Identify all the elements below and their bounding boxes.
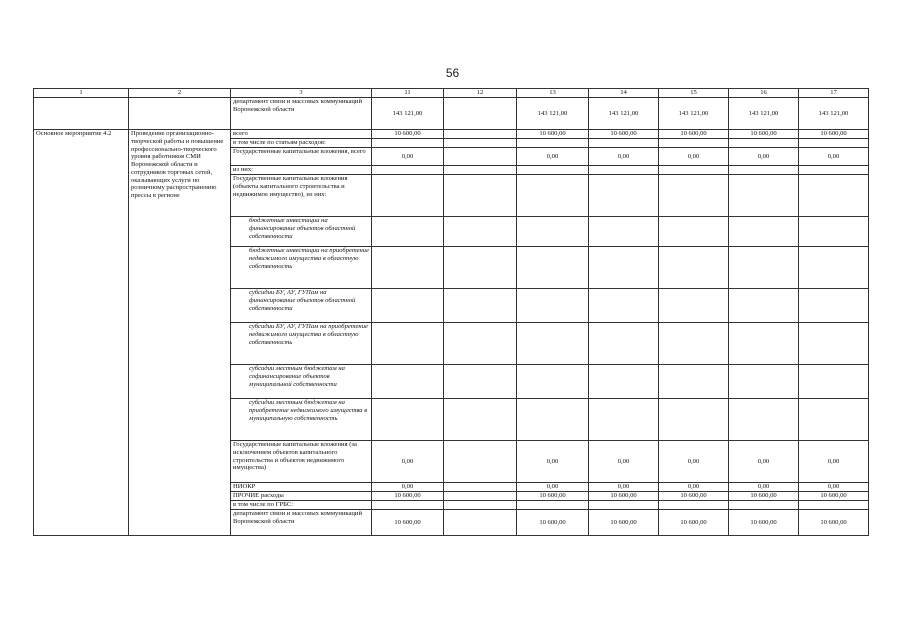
value-cell: 0,00: [799, 483, 869, 492]
value-cell: [589, 501, 659, 510]
value-cell: [659, 217, 729, 247]
row-label: бюджетные инвестиции на финансирование объектов областной собственности: [231, 217, 372, 247]
activity-code: Основное мероприятие 4.2: [34, 130, 129, 536]
value-cell: 0,00: [799, 441, 869, 483]
value-cell: 0,00: [729, 441, 799, 483]
value-cell: [444, 98, 517, 130]
value-cell: [517, 139, 589, 148]
budget-table: [33, 88, 869, 536]
row-label: департамент связи и массовых коммуникаций Воронежской области: [231, 98, 372, 130]
value-cell: 10 600,00: [517, 130, 589, 139]
value-cell: [659, 323, 729, 365]
value-cell: [444, 399, 517, 441]
value-cell: [517, 217, 589, 247]
value-cell: 0,00: [799, 148, 869, 166]
value-cell: [799, 289, 869, 323]
value-cell: 10 600,00: [372, 510, 444, 536]
value-cell: [589, 289, 659, 323]
value-cell: 0,00: [659, 483, 729, 492]
value-cell: [729, 399, 799, 441]
value-cell: 10 600,00: [372, 492, 444, 501]
value-cell: 10 600,00: [517, 510, 589, 536]
table-row: [34, 130, 869, 139]
value-cell: 0,00: [729, 483, 799, 492]
value-cell: [444, 130, 517, 139]
value-cell: [444, 289, 517, 323]
value-cell: [517, 247, 589, 289]
column-header: 11: [372, 89, 444, 98]
header-row: [34, 89, 869, 98]
value-cell: [799, 139, 869, 148]
value-cell: 143 121,00: [372, 98, 444, 130]
value-cell: 10 600,00: [799, 510, 869, 536]
empty-cell: [34, 98, 129, 130]
value-cell: 143 121,00: [729, 98, 799, 130]
column-header: 3: [231, 89, 372, 98]
value-cell: [444, 148, 517, 166]
value-cell: [659, 365, 729, 399]
value-cell: 0,00: [372, 441, 444, 483]
value-cell: [729, 217, 799, 247]
value-cell: 10 600,00: [589, 510, 659, 536]
value-cell: [444, 483, 517, 492]
value-cell: 10 600,00: [729, 130, 799, 139]
row-label: из них:: [231, 166, 372, 175]
value-cell: 0,00: [372, 483, 444, 492]
value-cell: [659, 501, 729, 510]
activity-description: Проведение организационно-творческой работы и повышение профессионально-творческого уровня работников СМИ Воронежской области и сотрудников торговых сетей, оказывающих услуги по розничному распространению прессы в регионе: [129, 130, 231, 536]
value-cell: 10 600,00: [659, 492, 729, 501]
value-cell: [444, 323, 517, 365]
value-cell: 10 600,00: [659, 510, 729, 536]
value-cell: [659, 399, 729, 441]
value-cell: [799, 399, 869, 441]
value-cell: [444, 365, 517, 399]
value-cell: [444, 510, 517, 536]
value-cell: 10 600,00: [729, 492, 799, 501]
value-cell: [372, 139, 444, 148]
row-label: департамент связи и массовых коммуникаций Воронежской области: [231, 510, 372, 536]
value-cell: [659, 289, 729, 323]
row-label: бюджетные инвестиции на приобретение недвижимого имущества в областную собственность: [231, 247, 372, 289]
row-label: субсидии БУ, АУ, ГУПам на приобретение недвижимого имущества в областную собственность: [231, 323, 372, 365]
value-cell: [444, 247, 517, 289]
value-cell: [372, 166, 444, 175]
column-header: 1: [34, 89, 129, 98]
value-cell: 10 600,00: [799, 492, 869, 501]
value-cell: [444, 139, 517, 148]
value-cell: [444, 175, 517, 217]
value-cell: 0,00: [729, 148, 799, 166]
value-cell: 0,00: [589, 441, 659, 483]
value-cell: [659, 175, 729, 217]
value-cell: [444, 501, 517, 510]
value-cell: [659, 166, 729, 175]
value-cell: [517, 166, 589, 175]
value-cell: [372, 217, 444, 247]
row-label: ПРОЧИЕ расходы: [231, 492, 372, 501]
value-cell: 143 121,00: [659, 98, 729, 130]
value-cell: 0,00: [517, 483, 589, 492]
value-cell: [589, 247, 659, 289]
value-cell: [729, 501, 799, 510]
value-cell: [372, 247, 444, 289]
empty-cell: [129, 98, 231, 130]
value-cell: [372, 501, 444, 510]
value-cell: 10 600,00: [372, 130, 444, 139]
column-header: 17: [799, 89, 869, 98]
column-header: 15: [659, 89, 729, 98]
value-cell: 10 600,00: [799, 130, 869, 139]
value-cell: [729, 166, 799, 175]
value-cell: 143 121,00: [517, 98, 589, 130]
value-cell: [659, 247, 729, 289]
table-row: [34, 98, 869, 130]
column-header: 16: [729, 89, 799, 98]
value-cell: 10 600,00: [517, 492, 589, 501]
value-cell: [517, 289, 589, 323]
value-cell: 0,00: [589, 483, 659, 492]
value-cell: [659, 139, 729, 148]
value-cell: [799, 365, 869, 399]
value-cell: [589, 175, 659, 217]
value-cell: [799, 175, 869, 217]
value-cell: [517, 501, 589, 510]
row-label: субсидии местным бюджетам на приобретение недвижимого имущества в муниципальную собственность: [231, 399, 372, 441]
value-cell: [517, 365, 589, 399]
value-cell: [589, 217, 659, 247]
value-cell: [589, 139, 659, 148]
column-header: 12: [444, 89, 517, 98]
value-cell: [729, 289, 799, 323]
value-cell: [444, 492, 517, 501]
value-cell: [444, 441, 517, 483]
value-cell: [589, 399, 659, 441]
value-cell: [444, 217, 517, 247]
row-label: субсидии БУ, АУ, ГУПам на финансирование объектов областной собственности: [231, 289, 372, 323]
value-cell: 10 600,00: [729, 510, 799, 536]
row-label: всего: [231, 130, 372, 139]
row-label: в том числе по статьям расходов:: [231, 139, 372, 148]
value-cell: 143 121,00: [799, 98, 869, 130]
value-cell: 0,00: [517, 441, 589, 483]
table-body: [34, 89, 869, 536]
value-cell: [589, 323, 659, 365]
value-cell: [729, 139, 799, 148]
row-label: Государственные капитальные вложения (за исключением объектов капитального строительства и объектов недвижимого имущества): [231, 441, 372, 483]
value-cell: [372, 323, 444, 365]
value-cell: 10 600,00: [589, 492, 659, 501]
value-cell: [372, 399, 444, 441]
value-cell: [729, 175, 799, 217]
value-cell: 0,00: [589, 148, 659, 166]
column-header: 13: [517, 89, 589, 98]
value-cell: [517, 175, 589, 217]
value-cell: [799, 217, 869, 247]
value-cell: 143 121,00: [589, 98, 659, 130]
value-cell: 0,00: [659, 441, 729, 483]
value-cell: [517, 323, 589, 365]
value-cell: [517, 399, 589, 441]
value-cell: [589, 166, 659, 175]
value-cell: [589, 365, 659, 399]
row-label: НИОКР: [231, 483, 372, 492]
value-cell: 0,00: [659, 148, 729, 166]
value-cell: [799, 166, 869, 175]
value-cell: [729, 247, 799, 289]
value-cell: [799, 501, 869, 510]
row-label: Государственные капитальные вложения (объекты капитального строительства и недвижимое имущество), из них:: [231, 175, 372, 217]
row-label: Государственные капитальные вложения, всего: [231, 148, 372, 166]
value-cell: [372, 289, 444, 323]
value-cell: [729, 365, 799, 399]
row-label: в том числе по ГРБС:: [231, 501, 372, 510]
column-header: 2: [129, 89, 231, 98]
page-number: 56: [445, 66, 460, 80]
value-cell: [444, 166, 517, 175]
value-cell: [372, 175, 444, 217]
value-cell: [799, 323, 869, 365]
value-cell: 10 600,00: [589, 130, 659, 139]
value-cell: [729, 323, 799, 365]
row-label: субсидии местным бюджетам на софинансирование объектов муниципальной собственности: [231, 365, 372, 399]
value-cell: 0,00: [372, 148, 444, 166]
value-cell: [372, 365, 444, 399]
value-cell: 10 600,00: [659, 130, 729, 139]
column-header: 14: [589, 89, 659, 98]
value-cell: 0,00: [517, 148, 589, 166]
value-cell: [799, 247, 869, 289]
